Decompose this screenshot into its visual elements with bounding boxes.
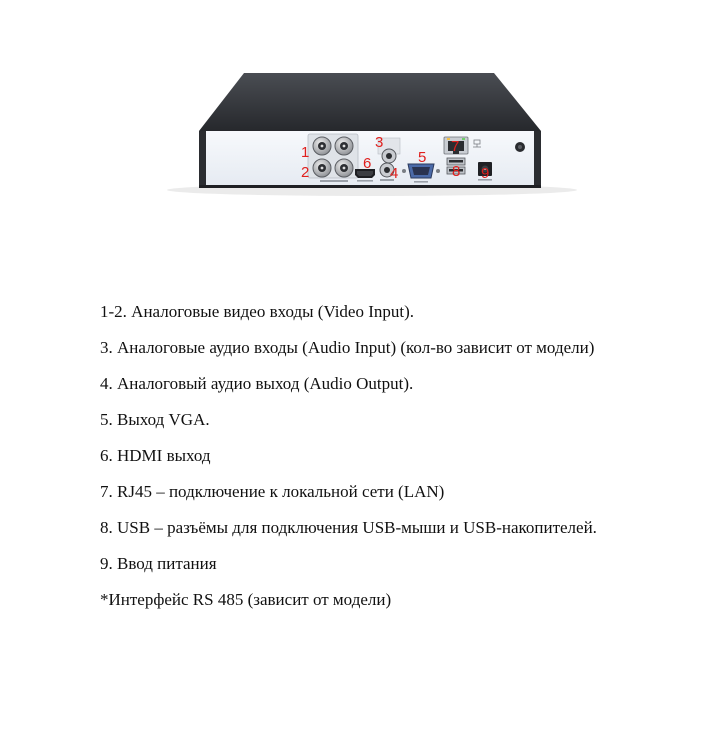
legend-item-power: 9. Ввод питания <box>100 554 217 573</box>
callout-5: 5 <box>418 149 427 166</box>
callout-4: 4 <box>390 165 399 182</box>
bnc-video-inputs <box>308 134 358 182</box>
device-top-shell <box>199 73 541 131</box>
rear-panel-screw-hole <box>515 142 525 152</box>
legend-item-rs485-note: *Интерфейс RS 485 (зависит от модели) <box>100 590 392 609</box>
callout-6: 6 <box>363 155 372 172</box>
legend-item-video-input: 1-2. Аналоговые видео входы (Video Input). <box>100 302 415 321</box>
callout-9: 9 <box>481 165 490 182</box>
callout-2: 2 <box>301 164 310 181</box>
callout-8: 8 <box>452 163 461 180</box>
callout-1: 1 <box>301 144 310 161</box>
legend-item-audio-input: 3. Аналоговые аудио входы (Audio Input) (кол-во зависит от модели) <box>100 338 595 357</box>
legend-item-usb: 8. USB – разъёмы для подключения USB-мыши и USB-накопителей. <box>100 518 597 537</box>
legend-item-hdmi: 6. HDMI выход <box>100 446 211 465</box>
dvr-rear-panel-photo <box>0 0 715 260</box>
legend-item-vga: 5. Выход VGA. <box>100 410 210 429</box>
port-legend-list <box>100 300 597 624</box>
callout-3: 3 <box>375 134 384 151</box>
legend-item-audio-output: 4. Аналоговый аудио выход (Audio Output). <box>100 374 414 393</box>
legend-item-rj45: 7. RJ45 – подключение к локальной сети (LAN) <box>100 482 445 501</box>
callout-7: 7 <box>451 138 460 155</box>
